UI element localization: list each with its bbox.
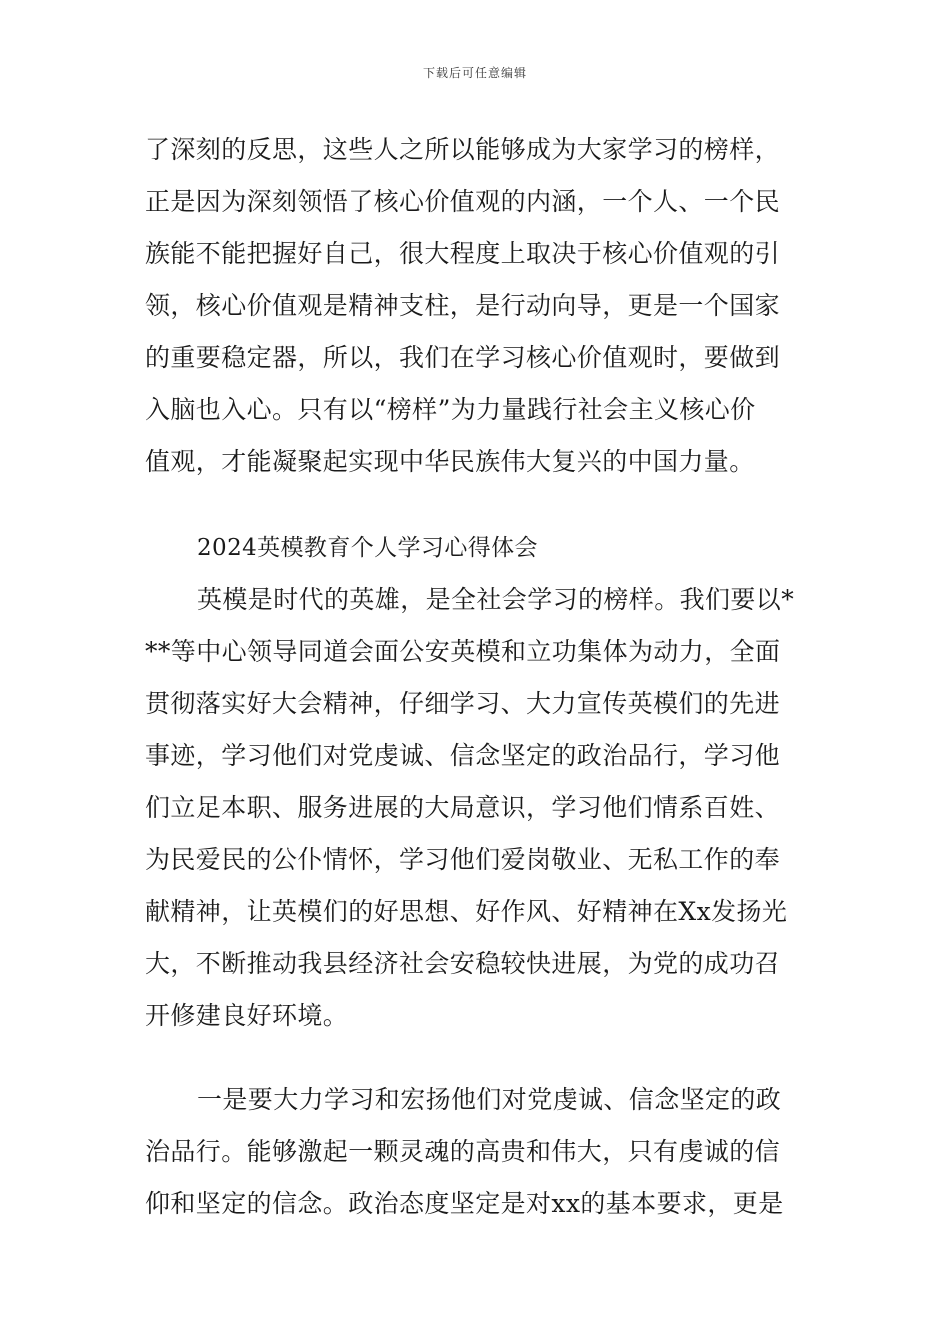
text-line: 献精神，让英模们的好思想、好作风、好精神在Xx发扬光	[145, 897, 788, 926]
section-title: 2024英模教育个人学习心得体会	[197, 535, 538, 561]
text-line: 一是要大力学习和宏扬他们对党虔诚、信念坚定的政	[197, 1085, 782, 1114]
paragraph-first-point	[145, 1074, 811, 1230]
text-line: 正是因为深刻领悟了核心价值观的内涵，一个人、一个民	[145, 187, 781, 216]
text-line: 大，不断推动我县经济社会安稳较快进展，为党的成功召	[145, 949, 781, 978]
text-line: 的重要稳定器，所以，我们在学习核心价值观时，要做到	[145, 343, 781, 372]
text-line: 们立足本职、服务进展的大局意识，学习他们情系百姓、	[145, 793, 781, 822]
text-line: 族能不能把握好自己，很大程度上取决于核心价值观的引	[145, 239, 781, 268]
text-line: 开修建良好环境。	[145, 1001, 349, 1030]
text-line: 英模是时代的英雄，是全社会学习的榜样。我们要以*	[197, 585, 795, 614]
text-line: 事迹，学习他们对党虔诚、信念坚定的政治品行，学习他	[145, 741, 781, 770]
paragraph-gap	[145, 1042, 811, 1074]
document-body	[145, 124, 811, 1230]
paragraph-gap	[145, 488, 811, 522]
text-line: 仰和坚定的信念。政治态度坚定是对xx的基本要求，更是	[145, 1189, 784, 1218]
text-line: 领，核心价值观是精神支柱，是行动向导，更是一个国家	[145, 291, 781, 320]
text-line: 治品行。能够激起一颗灵魂的高贵和伟大，只有虔诚的信	[145, 1137, 781, 1166]
text-line: 入脑也入心。只有以“榜样”为力量践行社会主义核心价	[145, 395, 756, 424]
text-line: 为民爱民的公仆情怀，学习他们爱岗敬业、无私工作的奉	[145, 845, 781, 874]
page-header-note: 下载后可任意编辑	[422, 66, 527, 80]
text-line: 值观，才能凝聚起实现中华民族伟大复兴的中国力量。	[145, 447, 755, 476]
text-line: 了深刻的反思，这些人之所以能够成为大家学习的榜样，	[145, 135, 781, 164]
text-line: 贯彻落实好大会精神，仔细学习、大力宣传英模们的先进	[145, 689, 781, 718]
paragraph-heroes	[145, 574, 811, 1042]
paragraph-reflection	[145, 124, 811, 488]
text-line: **等中心领导同道会面公安英模和立功集体为动力，全面	[145, 637, 781, 666]
